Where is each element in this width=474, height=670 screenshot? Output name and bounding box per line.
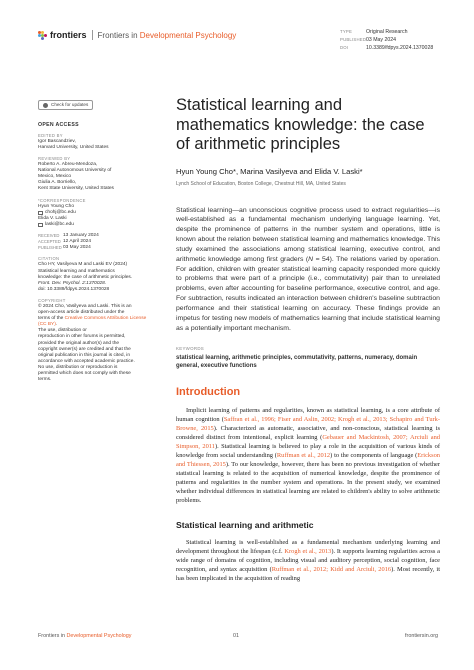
correspondence-label: *CORRESPONDENCE xyxy=(38,197,86,203)
footer-site-link[interactable]: frontiersin.org xyxy=(405,633,438,639)
copyright-line: © 2024 Cho, Vasilyeva and Laski. This is an xyxy=(38,303,132,309)
article-meta xyxy=(340,28,433,52)
correspondent-email[interactable]: laski@bc.edu xyxy=(38,222,156,228)
citation-link[interactable]: Ruffman et al., 2012 xyxy=(276,452,331,459)
section-paragraph: Statistical learning is well-established as a fundamental mechanism underlying learning and development throughout the lifespan (c.f. Krogh et al., 2013). It supports learning regularities across a wide range of domains of cognition, including visual and auditory perception, social cognition, face recognition, and syntax acquisition (Ruffman et al., 2012; Kidd and Arciuli, 2016). Most recently, it has been implicated in the acquisition of reading xyxy=(176,539,440,583)
article-authors: Hyun Young Cho*, Marina Vasilyeva and Elida V. Laski* xyxy=(176,166,363,176)
page-header xyxy=(38,28,446,58)
copyright-line: reproduction in other forums is permitted, xyxy=(38,334,126,340)
author-affiliation: Lynch School of Education, Boston College, Chestnut Hill, MA, United States xyxy=(176,180,346,187)
journal-name[interactable]: Frontiers in Developmental Psychology xyxy=(97,30,237,40)
date-accepted: ACCEPTED 12 April 2024 xyxy=(38,239,92,245)
copyright-line: accordance with accepted academic practice. xyxy=(38,358,135,364)
citation-line: Statistical learning and mathematics xyxy=(38,268,115,274)
frontiers-logo[interactable] xyxy=(38,30,236,40)
citation-line: knowledge: the case of arithmetic principles. xyxy=(38,274,133,280)
check-updates-button[interactable]: Check for updates xyxy=(38,100,93,110)
citation-line: Front. Dev. Psychol. 2:1370028. xyxy=(38,280,107,286)
intro-paragraph: Implicit learning of patterns and regularities, known as statistical learning, is a core attribute of human cognition (Saffran et al., 1996; Fiser and Aslin, 2002; Krogh et al., 2013; Schapiro and Turk-Browne, 2015). Characterized as automatic, associative, and non-conscious, statistical learning is considered distinct from intentional, explicit learning (Gebauer and Mackintosh, 2007; Arciuli and Simpson, 2011). Statistical learning is believed to play a role in the acquisition of various kinds of knowledge from social understanding (Ruffman et al., 2012) to the components of language (Erickson and Thiessen, 2015). To our knowledge, however, there has been no previous investigation of whether statistical learning is related to the acquisition of numerical knowledge, despite the prominence of patterns and regularities in the number system and operations. In the present study, we examined whether individual differences in statistical learning are related to children's ability to solve arithmetic problems. xyxy=(176,407,441,504)
license-link[interactable]: Creative Commons Attribution License (CC BY) xyxy=(38,316,147,328)
copyright-line: terms of the Creative Commons Attribution License (CC BY). xyxy=(38,316,147,328)
date-received: RECEIVED 13 January 2024 xyxy=(38,233,99,239)
logo-text: frontiers xyxy=(50,30,87,40)
reviewer-line: Roberto A. Abreu-Mendoza, xyxy=(38,162,98,168)
meta-type: TYPE Original Research xyxy=(340,29,408,35)
copyright-line: No use, distribution or reproduction is xyxy=(38,364,118,370)
editor-name: Igor Bascandziev, xyxy=(38,138,76,144)
section-heading-statistical-learning: Statistical learning and arithmetic xyxy=(176,520,314,531)
editor-affiliation: Harvard University, United States xyxy=(38,144,109,150)
correspondent-name: Hyun Young Cho xyxy=(38,203,75,209)
citation-label: CITATION xyxy=(38,256,60,262)
footer-journal[interactable]: Frontiers in Developmental Psychology xyxy=(38,633,132,639)
check-updates-icon xyxy=(43,103,48,108)
citation-link[interactable]: Erickson and Thiessen, 2015 xyxy=(176,452,440,468)
copyright-line: The use, distribution or xyxy=(38,328,87,334)
citation-link[interactable]: Krogh et al., 2013 xyxy=(284,548,332,556)
copyright-line: open-access article distributed under the xyxy=(38,310,125,316)
abstract: Statistical learning—an unconscious cognitive process used to extract regularities—is well-established as a fundamental mechanism underlying language learning. Yet, despite the prominence of patterns in the number system and operations, little is known about the relation between statistical learning and mathematics knowledge. This study examined the associations among statistical learning, executive control, and arithmetic knowledge among first graders (N = 54). The relations varied by operation. For addition, children with greater statistical learning capacity responded more quickly to problems that were part of a principle (i.e., commutativity) pair than to unrelated problems, even after accounting for baseline performance, executive control, and age. For subtraction, results indicated an interaction between children's baseline subtraction performance and their statistical learning on accuracy. These findings provide an impetus for testing new models of mathematics learning that include statistical learning as a potentially important mechanism. xyxy=(176,206,440,332)
article-dates xyxy=(38,233,156,251)
mail-icon xyxy=(38,211,43,215)
copyright-line: copyright owner(s) are credited and that the xyxy=(38,346,131,352)
correspondent-email[interactable]: chohj@bc.edu xyxy=(38,210,156,216)
open-access-label: OPEN ACCESS xyxy=(38,121,79,128)
reviewer-line: Kent State University, United States xyxy=(38,186,114,192)
edited-by-label: EDITED BY xyxy=(38,132,63,138)
reviewer-line: National Autonomous University of xyxy=(38,168,112,174)
citation-link[interactable]: Gebauer and Mackintosh, 2007; Arciuli and Simpson, 2011 xyxy=(176,434,441,451)
citation-link[interactable]: Saffran et al., 1996; Fiser and Aslin, 2002; Krogh et al., 2013; Schapiro and Turk-Browne, 2015 xyxy=(176,416,440,433)
keywords: statistical learning, arithmetic principles, commutativity, patterns, numeracy, domain general, executive functions xyxy=(176,355,418,370)
correspondent-name: Elida V. Laski xyxy=(38,215,67,221)
reviewer-line: Giulia A. Borriello, xyxy=(38,180,77,186)
keywords-label: KEYWORDS xyxy=(176,346,205,352)
copyright-line: terms. xyxy=(38,377,52,383)
copyright-line: provided the original author(s) and the xyxy=(38,340,120,346)
copyright-line: original publication in this journal is cited, in xyxy=(38,352,130,358)
mail-icon xyxy=(38,223,43,227)
reviewed-by-label: REVIEWED BY xyxy=(38,156,71,162)
date-published: PUBLISHED 03 May 2024 xyxy=(38,245,91,251)
frontiers-logo-icon xyxy=(38,31,47,40)
citation-line: Cho HY, Vasilyeva M and Laski EV (2024) xyxy=(38,262,128,268)
copyright-line: permitted which does not comply with these xyxy=(38,371,131,377)
meta-doi: DOI 10.3389/fdpys.2024.1370028 xyxy=(340,45,434,51)
article-main xyxy=(176,96,440,584)
reviewer-line: Mexico, Mexico xyxy=(38,174,72,180)
meta-published: PUBLISHED03 May 2024 xyxy=(340,37,396,43)
citation-doi[interactable]: doi: 10.3389/fdpys.2024.1370028 xyxy=(38,286,110,292)
article-sidebar xyxy=(38,100,156,383)
page-number: 01 xyxy=(233,633,239,639)
copyright-label: COPYRIGHT xyxy=(38,297,66,303)
divider xyxy=(92,30,93,40)
article-title: Statistical learning and mathematics knowledge: the case of arithmetic principles xyxy=(176,96,425,153)
section-heading-introduction: Introduction xyxy=(176,386,241,399)
citation-link[interactable]: Ruffman et al., 2012; Kidd and Arciuli, 2016 xyxy=(271,566,392,574)
